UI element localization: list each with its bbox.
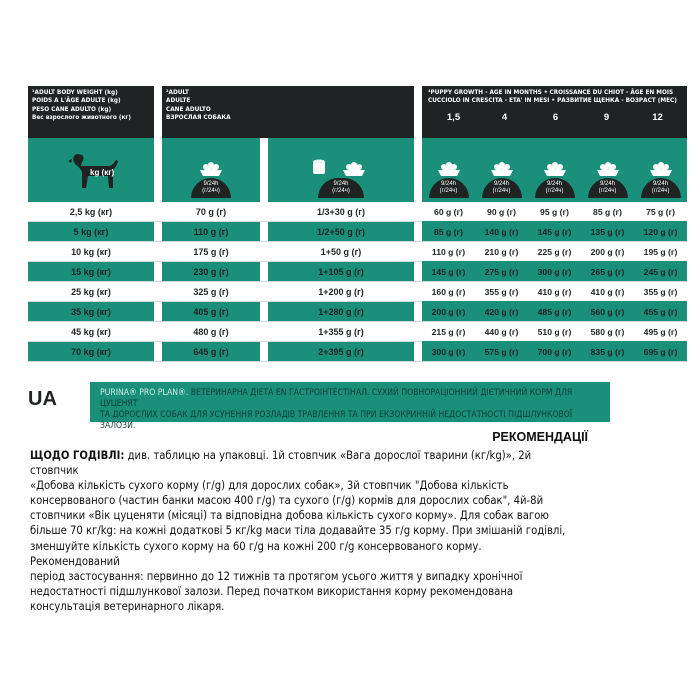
weight-cell: 25 kg (кг) (28, 282, 154, 302)
language-label: UA (28, 388, 57, 410)
puppy-cell: 160 g (г) (422, 282, 475, 302)
food-bowl-icon (648, 161, 674, 177)
mixed-adult-cell: 1+355 g (г) (268, 322, 414, 342)
puppy-cell: 700 g (г) (528, 342, 581, 362)
daily-amount-dome: 9/24h (г/24ч) (191, 178, 231, 198)
feeding-guide-table (28, 86, 687, 362)
instruction-line: консервованого (частин банки масою 400 г/g) та сухого (г/g) кормів для дорослих собак", 4й-8й (30, 494, 544, 508)
mixed-adult-cell: 1+105 g (г) (268, 262, 414, 282)
puppy-cell: 455 g (г) (634, 302, 687, 322)
puppy-cell: 120 g (г) (634, 222, 687, 242)
banner-text-line2: ТА ДОРОСЛИХ СОБАК ДЛЯ УСУНЕННЯ РОЗЛАДІВ ТРАВЛЕННЯ ТА ПРИ ЕКЗОКРИННІЙ НЕДОСТАТНОСТІ ПІДШЛУНКОВОЇ ЗАЛОЗИ. (100, 410, 573, 431)
puppy-cell: 495 g (г) (634, 322, 687, 342)
spacer (154, 302, 162, 322)
spacer (154, 262, 162, 282)
puppy-cell: 440 g (г) (475, 322, 528, 342)
table-body (28, 202, 687, 362)
mixed-adult-cell: 1+200 g (г) (268, 282, 414, 302)
feeding-table (28, 86, 678, 362)
puppy-cell: 85 g (г) (581, 202, 634, 222)
spacer (154, 342, 162, 362)
spacer (414, 202, 422, 222)
mixed-adult-cell: 2+395 g (г) (268, 342, 414, 362)
puppy-cell: 835 g (г) (581, 342, 634, 362)
puppy-icon-cell (422, 138, 475, 202)
age-label: 6 (552, 111, 559, 123)
dry-adult-cell: 405 g (г) (162, 302, 260, 322)
puppy-cell: 200 g (г) (422, 302, 475, 322)
table-row (28, 222, 687, 242)
spacer (260, 222, 268, 242)
spacer (414, 302, 422, 322)
daily-amount-dome: 9/24h (г/24ч) (318, 178, 364, 198)
banner-text: ВЕТЕРИНАРНА ДІЕТА EN ГАСТРОІНТЕСТІНАЛ. СУХИЙ ПОВНОРАЦІОННИЙ ДІЄТИЧНИЙ КОРМ ДЛЯ ЦУЦЕНЯТ (100, 388, 573, 409)
spacer (154, 282, 162, 302)
dry-adult-cell: 175 g (г) (162, 242, 260, 262)
dry-adult-icon-cell (162, 138, 260, 202)
food-bowl-icon (489, 161, 515, 177)
puppy-cell: 420 g (г) (475, 302, 528, 322)
puppy-cell: 75 g (г) (634, 202, 687, 222)
puppy-cell: 575 g (г) (475, 342, 528, 362)
spacer (414, 242, 422, 262)
dry-adult-cell: 230 g (г) (162, 262, 260, 282)
weight-cell: 15 kg (кг) (28, 262, 154, 282)
puppy-cell: 410 g (г) (581, 282, 634, 302)
dry-adult-cell: 70 g (г) (162, 202, 260, 222)
puppy-cell: 300 g (г) (422, 342, 475, 362)
spacer (260, 242, 268, 262)
puppy-cell: 245 g (г) (634, 262, 687, 282)
puppy-cell: 140 g (г) (475, 222, 528, 242)
mixed-adult-cell: 1+280 g (г) (268, 302, 414, 322)
daily-amount-dome: 9/24h (г/24ч) (429, 178, 469, 198)
spacer (260, 342, 268, 362)
table-row (28, 282, 687, 302)
puppy-cell: 90 g (г) (475, 202, 528, 222)
puppy-cell: 200 g (г) (581, 242, 634, 262)
recommendations-title: РЕКОМЕНДАЦІЇ (492, 430, 588, 444)
instruction-line: період застосування: первинно до 12 тижнів та протягом усього життя у випадку хронічної (30, 569, 523, 583)
table-row (28, 262, 687, 282)
icon-row (28, 138, 687, 202)
puppy-cell: 510 g (г) (528, 322, 581, 342)
weight-cell: 5 kg (кг) (28, 222, 154, 242)
puppy-icon-cell (581, 138, 634, 202)
daily-amount-dome: 9/24h (г/24ч) (535, 178, 575, 198)
puppy-cell: 560 g (г) (581, 302, 634, 322)
food-bowl-icon (595, 161, 621, 177)
puppy-cell: 60 g (г) (422, 202, 475, 222)
puppy-cell: 210 g (г) (475, 242, 528, 262)
spacer (260, 282, 268, 302)
mixed-adult-cell: 1/2+50 g (г) (268, 222, 414, 242)
instruction-line: більше 70 кг/kg: на кожні додаткові 5 кг/kg маси тіла додавайте 35 г/g корму. При змішаній годівлі, (30, 524, 566, 538)
puppy-cell: 195 g (г) (634, 242, 687, 262)
dry-adult-cell: 645 g (г) (162, 342, 260, 362)
puppy-cell: 355 g (г) (475, 282, 528, 302)
table-row (28, 342, 687, 362)
table-row (28, 242, 687, 262)
spacer (260, 322, 268, 342)
puppy-icon-cell (475, 138, 528, 202)
food-bowl-icon (436, 161, 462, 177)
spacer (414, 282, 422, 302)
puppy-cell: 580 g (г) (581, 322, 634, 342)
mixed-adult-icon-cell (268, 138, 414, 202)
kg-label: kg (кг) (90, 168, 115, 177)
spacer (260, 202, 268, 222)
spacer (154, 222, 162, 242)
weight-cell: 45 kg (кг) (28, 322, 154, 342)
weight-cell: 10 kg (кг) (28, 242, 154, 262)
weight-column-header: ¹ADULT BODY WEIGHT (kg) POIDS A L'ÂGE ADULTE (kg) PESO CANE ADULTO (kg) Вес взрослого животного (кг) (28, 86, 154, 138)
puppy-cell: 110 g (г) (422, 242, 475, 262)
spacer (414, 262, 422, 282)
instructions-lead: ЩОДО ГОДІВЛІ: (30, 449, 125, 462)
puppy-cell: 695 g (г) (634, 342, 687, 362)
product-banner (90, 382, 610, 431)
puppy-cell: 485 g (г) (528, 302, 581, 322)
puppy-cell: 85 g (г) (422, 222, 475, 242)
spacer (154, 202, 162, 222)
adult-column-header: ²ADULT ADULTE CANE ADULTO ВЗРОСЛАЯ СОБАКА (162, 86, 414, 138)
puppy-cell: 275 g (г) (475, 262, 528, 282)
daily-amount-dome: 9/24h (г/24ч) (641, 178, 681, 198)
puppy-cell: 145 g (г) (422, 262, 475, 282)
puppy-age-list (428, 112, 683, 123)
instruction-line: зменшуйте кількість сухого корму на 60 г/g на кожні 200 г/g консервованого корму. Рекомендований (30, 539, 482, 568)
spacer (260, 262, 268, 282)
spacer (414, 322, 422, 342)
puppy-cell: 95 g (г) (528, 202, 581, 222)
puppy-cell: 215 g (г) (422, 322, 475, 342)
brand-name: PURINA® PRO PLAN®. (100, 388, 189, 398)
food-bowl-icon (341, 161, 367, 177)
weight-cell: 70 kg (кг) (28, 342, 154, 362)
puppy-column-header: ⁴PUPPY GROWTH - AGE IN MONTHS • CROISSANCE DU CHIOT - ÂGE EN MOIS CUCCIOLO IN CRESCITA - ETA' IN MESI • РАЗВИТИЕ ЩЕНКА - ВОЗРАСТ (МЕС) 1,5 4 6 9 12 (422, 86, 687, 138)
puppy-cell: 300 g (г) (528, 262, 581, 282)
food-can-icon (312, 159, 326, 175)
table-header-row (28, 86, 687, 138)
food-bowl-icon (198, 161, 224, 177)
age-label: 1,5 (446, 111, 461, 123)
dry-adult-cell: 325 g (г) (162, 282, 260, 302)
puppy-cell: 135 g (г) (581, 222, 634, 242)
table-row (28, 302, 687, 322)
table-row (28, 322, 687, 342)
instruction-line: «Добова кількість сухого корму (г/g) для дорослих собак», 3й стовпчик "Добова кількість (30, 479, 509, 493)
daily-amount-dome: 9/24h (г/24ч) (588, 178, 628, 198)
weight-cell: 35 kg (кг) (28, 302, 154, 322)
spacer (154, 322, 162, 342)
mixed-adult-cell: 1/3+30 g (г) (268, 202, 414, 222)
puppy-icon-cell (634, 138, 687, 202)
puppy-cell: 355 g (г) (634, 282, 687, 302)
feeding-instructions (30, 448, 570, 614)
instruction-line: консультація ветеринарного лікаря. (30, 599, 225, 613)
daily-amount-dome: 9/24h (г/24ч) (482, 178, 522, 198)
puppy-cell: 410 g (г) (528, 282, 581, 302)
ua-section (28, 382, 672, 431)
mixed-adult-cell: 1+50 g (г) (268, 242, 414, 262)
puppy-cell: 225 g (г) (528, 242, 581, 262)
dry-adult-cell: 110 g (г) (162, 222, 260, 242)
dry-adult-cell: 480 g (г) (162, 322, 260, 342)
instruction-line: див. таблицю на упаковці. 1й стовпчик «Вага дорослої тварини (кг/kg)», 2й стовпчик (30, 449, 532, 478)
food-bowl-icon (542, 161, 568, 177)
dog-icon-cell (28, 138, 154, 202)
spacer (414, 222, 422, 242)
weight-cell: 2,5 kg (кг) (28, 202, 154, 222)
age-label: 4 (501, 111, 508, 123)
spacer (154, 242, 162, 262)
puppy-cell: 145 g (г) (528, 222, 581, 242)
spacer (260, 302, 268, 322)
instruction-line: стовпчики «Вік цуценяти (місяці) та відповідна добова кількість сухого корму». Для собак вагою (30, 509, 549, 523)
age-label: 12 (652, 111, 663, 123)
puppy-cell: 265 g (г) (581, 262, 634, 282)
instruction-line: недостатності підшлункової залози. Перед початком використання корму рекомендована (30, 584, 514, 598)
spacer (414, 342, 422, 362)
table-row (28, 202, 687, 222)
puppy-icon-cell (528, 138, 581, 202)
age-label: 9 (603, 111, 610, 123)
